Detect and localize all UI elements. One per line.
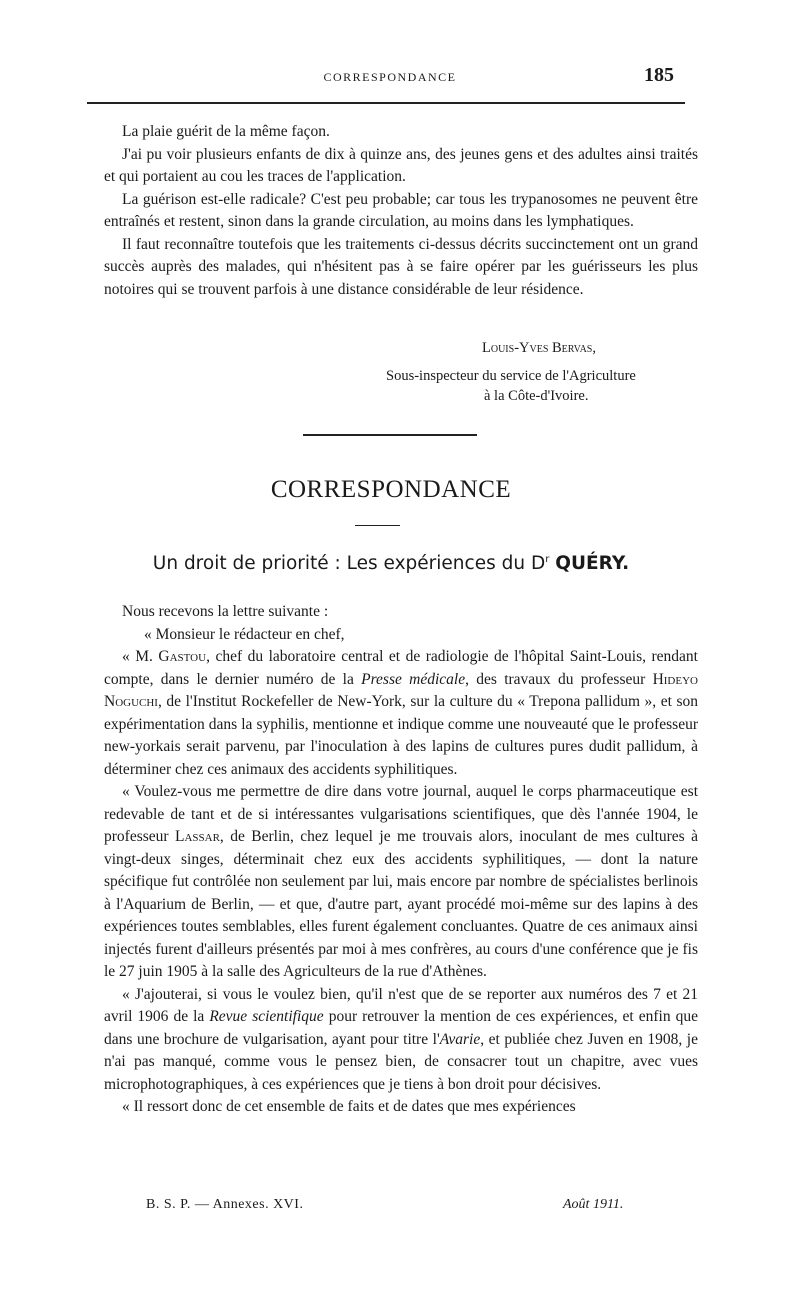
footer-date: Août 1911. <box>563 1197 624 1212</box>
text-run: « J'ajouterai, si vous le voulez bien, qu'il n'est que de se reporter aux numéros des 7 et 21 avril 1906 de la <box>104 985 698 1025</box>
text-run: , chef du laboratoire central et de radiologie de l'hôpital Saint-Louis, rendant compte, dans le dernier numéro de la <box>104 648 698 688</box>
person-name: Hideyo Noguchi <box>104 670 698 710</box>
running-title: CORRESPONDANCE <box>323 70 457 84</box>
previous-article-end <box>104 121 698 301</box>
subheading-main: Un droit de priorité : Les expériences du D <box>152 553 546 574</box>
footer-source: B. S. P. — Annexes. XVI. <box>146 1197 304 1212</box>
journal-title: Presse médicale <box>361 670 466 688</box>
separator-rule <box>303 434 477 436</box>
signature-title: Sous-inspecteur du service de l'Agriculture <box>386 368 636 384</box>
person-name: Gastou <box>158 648 207 665</box>
letter-intro: Nous recevons la lettre suivante : <box>122 603 329 620</box>
person-name: Lassar <box>174 828 220 845</box>
text-run: , de l'Institut Rockefeller de New-York, sur la culture du « Trepona pallidum », et son expérimentation dans la syphilis, mentionne et indique comme une nouveauté que le professeur new-yorkais serait parvenu, par l'inoculation à des lapins de cultures pures dudit pallidum, à déterminer chez ces animaux des accidents syphilitiques. <box>104 693 698 778</box>
heading-rule <box>355 525 400 526</box>
page-number: 185 <box>644 64 674 86</box>
paragraph <box>104 984 698 1097</box>
paragraph <box>104 646 698 781</box>
paragraph: La guérison est-elle radicale? C'est peu probable; car tous les trypanosomes ne peuvent être entraînés et restent, sinon dans la grande circulation, au moins dans les lymphatiques. <box>104 190 698 230</box>
text-run: , et publiée chez Juven en 1908, je n'ai pas manqué, comme vous le pensez bien, de consacrer tout un chapitre, avec vues microphotographiques, à ces expériences que je tiens à bon droit pour décisives. <box>104 1030 698 1093</box>
text-run: « M. <box>122 648 159 665</box>
paragraph: « Il ressort donc de cet ensemble de faits et de dates que mes expériences <box>122 1098 576 1115</box>
letter-subheading <box>0 553 782 574</box>
journal-title: Revue scientifique <box>209 1008 324 1025</box>
text-run: « Voulez-vous me permettre de dire dans votre journal, auquel le corps pharmaceutique est redevable de tant et de si intéressantes vulgarisations scientifiques, que dès l'année 1904, le professeur <box>104 783 698 845</box>
signature-name: Louis-Yves Bervas, <box>482 340 596 356</box>
paragraph: J'ai pu voir plusieurs enfants de dix à quinze ans, des jeunes gens et des adultes ainsi traités et qui portaient au cou les traces de l'application. <box>104 145 698 185</box>
text-run: pour retrouver la mention de ces expériences, et enfin que dans une brochure de vulgarisation, ayant pour titre l' <box>104 1008 698 1048</box>
subheading-name: QUÉRY. <box>555 553 630 574</box>
text-run: , des travaux du professeur <box>465 670 653 688</box>
signature-place: à la Côte-d'Ivoire. <box>484 388 589 404</box>
section-heading: CORRESPONDANCE <box>270 476 512 503</box>
book-title: Avarie <box>439 1030 481 1048</box>
paragraph: La plaie guérit de la même façon. <box>122 123 330 140</box>
text-run: , de Berlin, chez lequel je me trouvais alors, inoculant de mes cultures à vingt-deux singes, déterminait chez eux des accidents syphilitiques, — dont la nature spécifique fut contrôlée non seulement par lui, mais encore par nombre de spécialistes berlinois à l'Aquarium de Berlin, — et que, d'autre part, ayant procédé moi-même sur des lapins à des expériences toutes semblables, elles furent également concluantes. Quatre de ces animaux ainsi injectés furent d'ailleurs présentés par moi à mes confrères, au cours d'une conférence que je fis le 27 juin 1905 à la salle des Agriculteurs de la rue d'Athènes. <box>104 828 699 980</box>
letter-salutation: « Monsieur le rédacteur en chef, <box>144 625 345 643</box>
letter-body <box>104 601 698 1119</box>
paragraph: Il faut reconnaître toutefois que les traitements ci-dessus décrits succinctement ont un grand succès auprès des malades, qui n'hésitent pas à se faire opérer par les guérisseurs les plus notoires qui se trouvent parfois à une distance considérable de leur résidence. <box>104 235 698 298</box>
paragraph <box>104 781 698 984</box>
subheading-sup: r <box>545 553 550 565</box>
header-rule <box>87 102 685 104</box>
